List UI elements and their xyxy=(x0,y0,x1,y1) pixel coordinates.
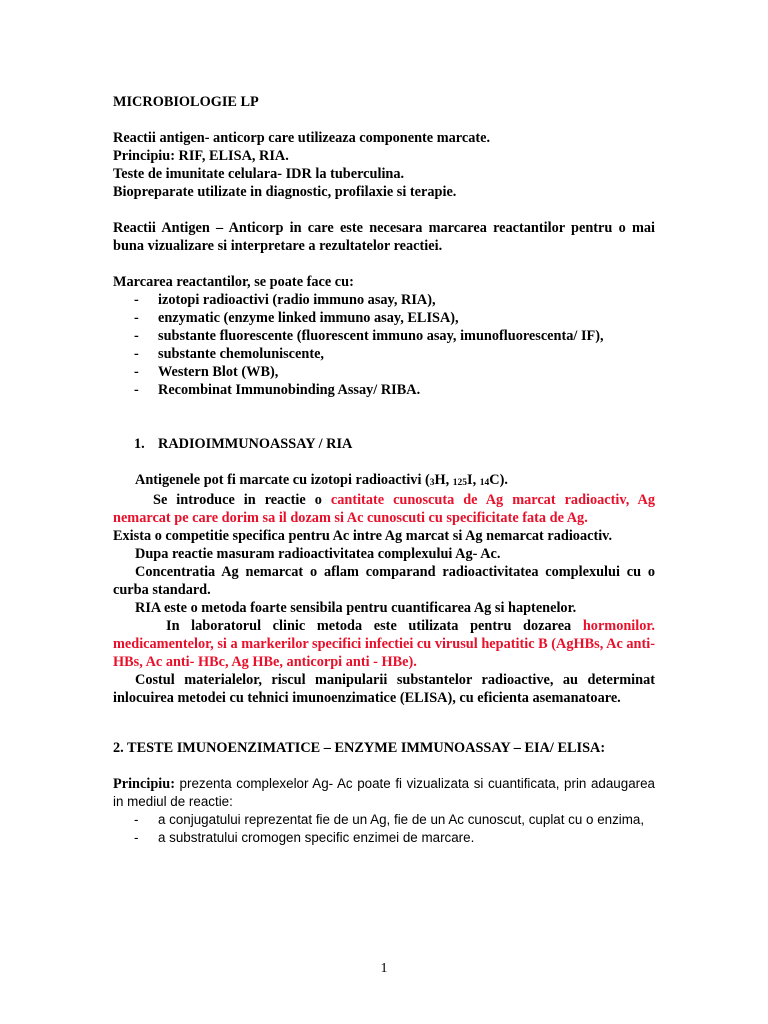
list-item: - a conjugatului reprezentat fie de un Ag, fie de un Ac cunoscut, cuplat cu o enzima, xyxy=(134,812,645,827)
concentration-paragraph: Concentratia Ag nemarcat o aflam comparand radioactivitatea complexului cu o curba standard. xyxy=(113,564,655,598)
list-item: - a substratului cromogen specific enzimei de marcare. xyxy=(134,830,475,845)
intro-line: Principiu: RIF, ELISA, RIA. xyxy=(113,148,289,164)
list-item: - enzymatic (enzyme linked immuno asay, ELISA), xyxy=(134,310,459,326)
section1-heading: 1. RADIOIMMUNOASSAY / RIA xyxy=(134,436,353,452)
reaction-paragraph: Se introduce in reactie o cantitate cunoscuta de Ag marcat radioactiv, Ag nemarcat pe care dorim sa il dozam si Ac cunoscuti cu specificitate fata de Ag. xyxy=(113,492,655,526)
intro-block xyxy=(113,129,655,201)
principle-paragraph: Principiu: prezenta complexelor Ag- Ac poate fi vizualizata si cuantificata, prin adaugarea in mediul de reactie: xyxy=(113,776,655,809)
list-item: - izotopi radioactivi (radio immuno asay, RIA), xyxy=(134,292,436,308)
intro-line: Reactii antigen- anticorp care utilizeaza componente marcate. xyxy=(113,130,491,146)
definition-paragraph: Reactii Antigen – Anticorp in care este necesara marcarea reactantilor pentru o mai buna vizualizare si interpretare a rezultatelor reactiei. xyxy=(113,220,655,254)
marking-heading: Marcarea reactantilor, se poate face cu: xyxy=(113,274,354,290)
competition-paragraph: Exista o competitie specifica pentru Ac intre Ag marcat si Ag nemarcat radioactiv. xyxy=(113,528,613,544)
document-content xyxy=(113,93,655,847)
cost-paragraph: Costul materialelor, riscul manipularii substantelor radioactive, au determinat inlocuirea metodei cu tehnici imunoenzimatice (ELISA), cu eficienta asemanatoare. xyxy=(113,672,655,706)
list-item: - substante fluorescente (fluorescent immuno asay, imunofluorescenta/ IF), xyxy=(134,328,604,344)
list-item: - Western Blot (WB), xyxy=(134,364,279,380)
intro-line: Biopreparate utilizate in diagnostic, profilaxie si terapie. xyxy=(113,184,457,200)
section2-heading: 2. TESTE IMUNOENZIMATICE – ENZYME IMMUNOASSAY – EIA/ ELISA: xyxy=(113,740,606,756)
marking-list xyxy=(113,291,655,399)
principle-list xyxy=(113,811,655,847)
list-item: - Recombinat Immunobinding Assay/ RIBA. xyxy=(134,382,421,398)
sensitivity-paragraph: RIA este o metoda foarte sensibila pentru cuantificarea Ag si haptenelor. xyxy=(135,600,577,616)
intro-line: Teste de imunitate celulara- IDR la tuberculina. xyxy=(113,166,405,182)
section1-body xyxy=(113,471,655,707)
clinical-paragraph: In laboratorul clinic metoda este utilizata pentru dozarea hormonilor. medicamentelor, si a markerilor specifici infectiei cu virusul hepatitic B (AgHBs, Ac anti- HBs, Ac anti- HBc, Ag HBe, anticorpi anti - HBe). xyxy=(113,618,655,670)
document-title: MICROBIOLOGIE LP xyxy=(113,94,259,110)
after-reaction-paragraph: Dupa reactie masuram radioactivitatea complexului Ag- Ac. xyxy=(135,546,501,562)
list-item: - substante chemoluniscente, xyxy=(134,346,325,362)
page-number: 1 xyxy=(380,961,388,976)
isotopes-paragraph: Antigenele pot fi marcate cu izotopi radioactivi ($_3H$, $_{125}$I, $_{14}$C). xyxy=(135,472,508,488)
